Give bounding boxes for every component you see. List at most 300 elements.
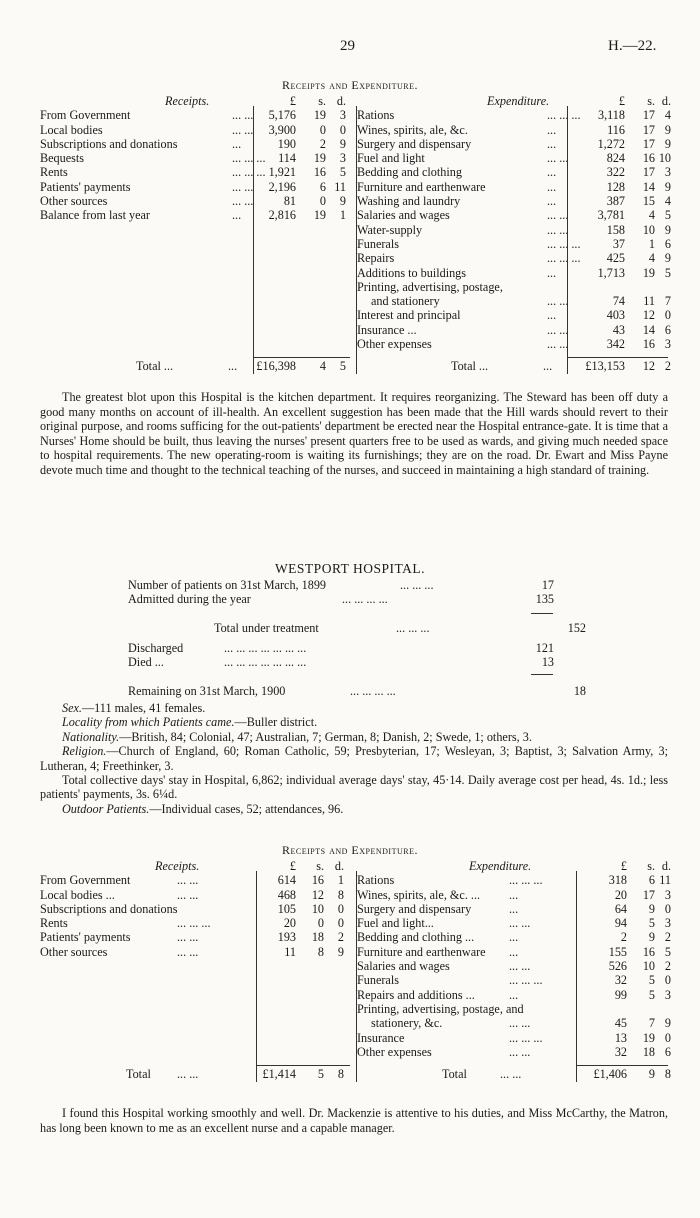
expenditure-amount-pounds: 116 <box>607 122 625 137</box>
stat-label: Total under treatment <box>214 620 319 635</box>
stat-value: 13 <box>541 655 554 670</box>
expenditure-amount-pounds: 128 <box>606 179 625 194</box>
receipts-total-pounds: £16,398 <box>256 359 296 374</box>
receipts-row <box>40 945 350 959</box>
expenditure-amount-pounds: 387 <box>606 194 625 209</box>
expenditure-amount-s: 9 <box>648 930 655 945</box>
expenditure-row <box>357 1044 671 1059</box>
expenditure-total-d: 8 <box>664 1067 671 1082</box>
expenditure-amount-pounds: 74 <box>612 294 625 309</box>
table2-title: Receipts and Expenditure. <box>282 843 418 857</box>
expenditure-total-s: 9 <box>648 1067 655 1082</box>
paragraph2-text: I found this Hospital working smoothly and well. Dr. Mackenzie is attentive to his duties, and Miss McCarthy, the Matron, has long been known to me as an excellent nurse and a capable manager. <box>40 1106 668 1135</box>
expenditure-amount-d: 3 <box>664 987 671 1002</box>
expenditure-amount-d: 0 <box>664 308 671 323</box>
expenditure-label: Bedding and clothing <box>357 165 462 180</box>
leader-dots: ... <box>509 987 519 1002</box>
expenditure-row <box>357 322 671 337</box>
receipts-label: Subscriptions and donations <box>40 901 178 916</box>
leader-dots: ... <box>547 122 557 137</box>
receipts-total-row <box>40 1067 350 1081</box>
leader-dots: ... ... <box>547 322 569 337</box>
receipts-amount-pounds: 190 <box>277 136 296 151</box>
expenditure-label: Insurance <box>357 1030 405 1045</box>
receipts-amount-pounds: 193 <box>277 930 296 945</box>
leader-dots: ... <box>228 359 238 374</box>
unit-header: £ <box>289 859 296 873</box>
expenditure-amount-s: 11 <box>643 294 655 309</box>
expenditure-amount-d: 0 <box>664 1030 671 1045</box>
leader-dots: ... ... <box>547 151 569 166</box>
expenditure-row <box>357 337 671 352</box>
expenditure-row <box>357 930 671 945</box>
leader-dots: ... ... <box>232 108 254 123</box>
expenditure-row <box>357 1016 671 1031</box>
expenditure-label: Rations <box>357 873 395 888</box>
expenditure-amount-pounds: 158 <box>606 222 625 237</box>
expenditure-amount-s: 7 <box>648 1016 655 1031</box>
leader-dots: ... <box>509 930 519 945</box>
expenditure-amount-s: 4 <box>648 251 655 266</box>
expenditure-amount-pounds: 1,713 <box>597 265 625 280</box>
receipts-amount-pounds: 468 <box>277 887 296 902</box>
receipts-amount-s: 16 <box>311 873 324 888</box>
expenditure-column <box>357 94 671 352</box>
expenditure-amount-s: 5 <box>648 987 655 1002</box>
expenditure-row <box>357 194 671 209</box>
expenditure-amount-d: 0 <box>664 973 671 988</box>
expenditure-row <box>357 1002 667 1016</box>
expenditure-amount-pounds: 99 <box>614 987 627 1002</box>
expenditure-row <box>357 944 671 959</box>
expenditure-amount-pounds: 32 <box>614 1044 627 1059</box>
expenditure-amount-d: 6 <box>664 1044 671 1059</box>
stat-row <box>128 684 598 698</box>
expenditure-amount-s: 1 <box>648 236 655 251</box>
expenditure-amount-s: 10 <box>642 222 655 237</box>
stat-value: 121 <box>535 640 554 655</box>
expenditure-amount-d: 5 <box>664 265 671 280</box>
leader-dots: ... ... ... <box>547 251 581 266</box>
expenditure-amount-pounds: 32 <box>614 973 627 988</box>
unit-header: s. <box>647 859 655 873</box>
expenditure-amount-s: 15 <box>642 194 655 209</box>
receipts-amount-d: 3 <box>339 151 346 166</box>
expenditure-row <box>357 208 671 223</box>
expenditure-amount-d: 9 <box>664 222 671 237</box>
expenditure-row <box>357 108 671 123</box>
expenditure-label: Funerals <box>357 973 399 988</box>
expenditure-amount-pounds: 155 <box>608 944 627 959</box>
receipts-amount-s: 18 <box>311 930 324 945</box>
paragraph1-text: The greatest blot upon this Hospital is the kitchen department. It requires reorganizing. The Steward has been off duty a good many months on account of ill-health. An excellent suggestion has been made that the Hill wards should revert to their original purpose, and rooms sufficing for the out-patients' department be erected near the Hospital entrance-gate. It is time that a Nurses' Home should be built, thus leaving the nurses' present quarters free to be used as wards, and giving much needed space to hospital requirements. The new operating-room is waiting its furnishings; they are on the road. Dr. Ewart and Miss Payne devote much time and thought to the technical teaching of the nurses, and succeed in maintaining a high standard of training. <box>40 390 668 477</box>
leader-dots: ... ... <box>509 916 531 931</box>
stat-label: Died ... <box>128 655 164 670</box>
table1-title: Receipts and Expenditure. <box>282 78 418 92</box>
column-rule <box>256 871 257 1082</box>
stat-label: Number of patients on 31st March, 1899 <box>128 578 327 592</box>
expenditure-amount-d: 3 <box>664 887 671 902</box>
expenditure-amount-d: 9 <box>664 1016 671 1031</box>
receipts-heading: Receipts. <box>165 94 210 108</box>
expenditure-label: Wines, spirits, ale, &c. ... <box>357 887 481 902</box>
leader-dots: ... <box>547 136 557 151</box>
receipts-amount-d: 1 <box>337 873 344 888</box>
leader-dots: ... ... <box>177 930 199 945</box>
page-header <box>0 38 700 58</box>
column-rule <box>567 106 568 374</box>
expenditure-amount-pounds: 3,118 <box>598 108 625 123</box>
stat-label: Discharged <box>128 640 184 655</box>
expenditure-label: Insurance ... <box>357 322 417 337</box>
stat-row <box>128 578 598 592</box>
receipts-row <box>40 180 350 194</box>
leader-dots: ... ... ... ... <box>350 683 396 698</box>
receipts-amount-d: 1 <box>339 208 346 223</box>
outdoor-note: Outdoor Patients.—Individual cases, 52; attendances, 96. <box>62 801 344 816</box>
unit-header: £ <box>289 94 296 108</box>
unit-header: d. <box>336 94 346 108</box>
receipts-row <box>40 916 350 930</box>
expenditure-amount-s: 6 <box>648 873 655 888</box>
expenditure-row <box>357 122 671 137</box>
expenditure-label: Rations <box>357 108 395 123</box>
expenditure-label: Salaries and wages <box>357 208 450 223</box>
receipts-amount-pounds: 3,900 <box>268 122 296 137</box>
stat-row <box>128 592 598 606</box>
leader-dots: ... ... <box>232 122 254 137</box>
receipts-amount-pounds: 614 <box>277 873 296 888</box>
expenditure-label: Interest and principal <box>357 308 461 323</box>
expenditure-label: Other expenses <box>357 337 432 352</box>
receipts-row <box>40 151 350 165</box>
unit-header: £ <box>620 859 627 873</box>
column-rule <box>576 871 577 1082</box>
unit-header: d. <box>334 859 344 873</box>
leader-dots: ... ... <box>547 294 569 309</box>
leader-dots: ... <box>509 887 519 902</box>
expenditure-label: Funerals <box>357 236 399 251</box>
expenditure-amount-s: 19 <box>642 265 655 280</box>
expenditure-label: Bedding and clothing ... <box>357 930 475 945</box>
expenditure-label: Furniture and earthenware <box>357 179 486 194</box>
leader-dots: ... ... ... ... <box>342 592 388 607</box>
leader-dots: ... ... <box>232 179 254 194</box>
leader-dots: ... ... <box>500 1067 522 1082</box>
receipts-label: Subscriptions and donations <box>40 136 178 151</box>
receipts-label: Rents <box>40 165 68 180</box>
receipts-heading: Receipts. <box>155 859 200 873</box>
expenditure-amount-s: 19 <box>642 1030 655 1045</box>
receipts-amount-s: 19 <box>313 208 326 223</box>
receipts-total-d: 8 <box>337 1067 344 1082</box>
receipts-amount-d: 3 <box>339 108 346 123</box>
receipts-amount-s: 6 <box>319 179 326 194</box>
leader-dots: ... ... ... <box>547 236 581 251</box>
expenditure-label: Fuel and light... <box>357 916 434 931</box>
expenditure-label: Repairs <box>357 251 395 266</box>
expenditure-amount-pounds: 824 <box>606 151 625 166</box>
sex-note: Sex.—111 males, 41 females. <box>62 701 206 715</box>
document-reference: H.—22. <box>608 38 657 54</box>
receipts-amount-d: 0 <box>339 122 346 137</box>
expenditure-label: Washing and laundry <box>357 194 461 209</box>
receipts-total-s: 4 <box>319 359 326 374</box>
receipts-label: Other sources <box>40 944 108 959</box>
receipts-total-row <box>40 359 350 373</box>
receipts-amount-pounds: 2,816 <box>268 208 296 223</box>
stat-value: 135 <box>535 592 554 607</box>
expenditure-amount-s: 17 <box>642 136 655 151</box>
page-number: 29 <box>340 38 355 54</box>
stat-row <box>128 655 598 669</box>
leader-dots: ... <box>509 901 519 916</box>
expenditure-amount-d: 7 <box>664 294 671 309</box>
expenditure-amount-d: 0 <box>664 901 671 916</box>
expenditure-amount-s: 17 <box>642 887 655 902</box>
receipts-amount-d: 0 <box>337 901 344 916</box>
stat-total: 18 <box>573 683 586 698</box>
expenditure-amount-pounds: 425 <box>606 251 625 266</box>
expenditure-total-label: Total ... <box>451 359 489 374</box>
expenditure-label: Furniture and earthenware <box>357 944 486 959</box>
expenditure-row <box>357 251 671 266</box>
expenditure-total-pounds: £1,406 <box>593 1067 627 1082</box>
paragraph-kitchen <box>40 390 668 477</box>
expenditure-amount-s: 16 <box>642 944 655 959</box>
expenditure-amount-s: 9 <box>648 901 655 916</box>
receipts-amount-s: 19 <box>313 151 326 166</box>
expenditure-label: and stationery <box>371 294 440 309</box>
expenditure-amount-d: 9 <box>664 179 671 194</box>
subtotal-rule <box>531 674 553 675</box>
receipts-label: Bequests <box>40 151 85 166</box>
expenditure-amount-pounds: 322 <box>606 165 625 180</box>
stat-label: Remaining on 31st March, 1900 <box>128 683 286 698</box>
stat-total: 152 <box>567 620 586 635</box>
receipts-row <box>40 108 350 122</box>
locality-note: Locality from which Patients came.—Buller district. <box>62 715 318 730</box>
expenditure-amount-s: 14 <box>642 322 655 337</box>
expenditure-label: Other expenses <box>357 1044 432 1059</box>
expenditure-label: Water-supply <box>357 222 423 237</box>
leader-dots: ... ... <box>509 1044 531 1059</box>
receipts-row <box>40 194 350 208</box>
leader-dots: ... ... ... <box>509 973 543 988</box>
expenditure-label: Wines, spirits, ale, &c. <box>357 122 468 137</box>
expenditure-amount-s: 16 <box>642 151 655 166</box>
receipts-label: Balance from last year <box>40 208 150 223</box>
receipts-amount-d: 2 <box>337 930 344 945</box>
nationality-note: Nationality.—British, 84; Colonial, 47; Australian, 7; German, 8; Danish, 2; Swede, 1; others, 3. <box>62 729 532 744</box>
expenditure-amount-pounds: 13 <box>614 1030 627 1045</box>
receipts-amount-pounds: 20 <box>283 916 296 931</box>
expenditure-row <box>357 901 671 916</box>
expenditure-row <box>357 165 671 180</box>
expenditure-amount-pounds: 94 <box>614 916 627 931</box>
leader-dots: ... ... <box>547 337 569 352</box>
receipts-amount-pounds: 1,921 <box>268 165 296 180</box>
receipts-amount-d: 0 <box>337 916 344 931</box>
expenditure-label: Fuel and light <box>357 151 425 166</box>
expenditure-amount-s: 17 <box>642 122 655 137</box>
receipts-row <box>40 165 350 179</box>
expenditure-label: Repairs and additions ... <box>357 987 475 1002</box>
expenditure-amount-s: 14 <box>642 179 655 194</box>
leader-dots: ... ... ... <box>509 1030 543 1045</box>
leader-dots: ... <box>547 308 557 323</box>
leader-dots: ... ... <box>177 873 199 888</box>
receipts-label: Other sources <box>40 194 108 209</box>
expenditure-amount-d: 9 <box>664 122 671 137</box>
receipts-row <box>40 873 350 887</box>
expenditure-amount-d: 3 <box>664 165 671 180</box>
expenditure-row <box>357 151 671 166</box>
expenditure-amount-s: 12 <box>642 308 655 323</box>
leader-dots: ... ... <box>232 194 254 209</box>
stat-row <box>128 621 598 635</box>
total-rule <box>256 1065 350 1066</box>
expenditure-row <box>357 280 667 294</box>
receipts-amount-pounds: 81 <box>283 194 296 209</box>
expenditure-label: Surgery and dispensary <box>357 136 472 151</box>
receipts-amount-d: 9 <box>337 944 344 959</box>
leader-dots: ... <box>543 359 553 374</box>
leader-dots: ... <box>232 208 242 223</box>
expenditure-row <box>357 959 671 974</box>
table2 <box>40 859 671 1099</box>
receipts-amount-d: 8 <box>337 887 344 902</box>
religion-note: Religion.—Church of England, 60; Roman Catholic, 59; Presbyterian, 17; Wesleyan, 3; Baptist, 3; Salvation Army, 3; Lutheran, 4; Freethinker, 3. <box>40 744 668 773</box>
column-rule <box>356 871 357 1082</box>
expenditure-row <box>357 179 671 194</box>
unit-header: d. <box>661 94 671 108</box>
expenditure-amount-s: 5 <box>648 973 655 988</box>
stat-value: 17 <box>541 578 554 592</box>
leader-dots: ... ... ... ... ... ... ... <box>224 655 307 670</box>
expenditure-amount-pounds: 2 <box>620 930 627 945</box>
expenditure-amount-pounds: 526 <box>608 959 627 974</box>
receipts-total-pounds: £1,414 <box>262 1067 296 1082</box>
receipts-row <box>40 137 350 151</box>
receipts-amount-s: 0 <box>319 194 326 209</box>
receipts-label: Patients' payments <box>40 179 131 194</box>
receipts-label: From Government <box>40 873 131 888</box>
receipts-heading-row <box>40 94 350 108</box>
receipts-heading-row <box>40 859 350 873</box>
receipts-amount-d: 5 <box>339 165 346 180</box>
expenditure-total-label: Total <box>442 1067 467 1082</box>
leader-dots: ... <box>547 194 557 209</box>
expenditure-amount-s: 18 <box>642 1044 655 1059</box>
receipts-total-label: Total ... <box>136 359 174 374</box>
expenditure-amount-pounds: 43 <box>612 322 625 337</box>
expenditure-row <box>357 222 671 237</box>
expenditure-amount-d: 2 <box>664 959 671 974</box>
leader-dots: ... <box>547 165 557 180</box>
receipts-label: From Government <box>40 108 131 123</box>
leader-dots: ... <box>547 265 557 280</box>
receipts-amount-pounds: 105 <box>277 901 296 916</box>
expenditure-row <box>357 973 671 988</box>
expenditure-total-s: 12 <box>642 359 655 374</box>
leader-dots: ... ... ... <box>396 620 430 635</box>
expenditure-amount-d: 10 <box>658 151 671 166</box>
total-rule <box>577 1065 668 1066</box>
expenditure-amount-s: 17 <box>642 108 655 123</box>
expenditure-amount-pounds: 37 <box>612 236 625 251</box>
expenditure-amount-d: 3 <box>664 916 671 931</box>
expenditure-label: Printing, advertising, postage, <box>357 279 503 294</box>
stat-row <box>128 641 598 655</box>
unit-header: d. <box>661 859 671 873</box>
receipts-amount-pounds: 11 <box>284 944 296 959</box>
expenditure-total-pounds: £13,153 <box>585 359 625 374</box>
expenditure-amount-pounds: 3,781 <box>597 208 625 223</box>
expenditure-amount-s: 5 <box>648 916 655 931</box>
receipts-amount-s: 10 <box>311 901 324 916</box>
leader-dots: ... ... ... <box>509 873 543 888</box>
expenditure-amount-d: 11 <box>659 873 671 888</box>
leader-dots: ... ... ... <box>400 578 434 592</box>
column-rule <box>356 106 357 374</box>
leader-dots: ... ... <box>177 1067 199 1082</box>
leader-dots: ... ... ... <box>232 165 266 180</box>
expenditure-row <box>357 987 671 1002</box>
receipts-amount-s: 0 <box>319 122 326 137</box>
expenditure-amount-d: 9 <box>664 136 671 151</box>
receipts-amount-pounds: 114 <box>278 151 296 166</box>
receipts-total-s: 5 <box>317 1067 324 1082</box>
expenditure-amount-s: 17 <box>642 165 655 180</box>
expenditure-amount-s: 16 <box>642 337 655 352</box>
unit-header: £ <box>618 94 625 108</box>
expenditure-label: Salaries and wages <box>357 959 450 974</box>
receipts-row <box>40 902 350 916</box>
expenditure-total-row <box>357 1067 671 1082</box>
leader-dots: ... ... <box>177 944 199 959</box>
stat-label: Admitted during the year <box>128 592 251 607</box>
receipts-total-d: 5 <box>339 359 346 374</box>
expenditure-label: stationery, &c. <box>371 1016 443 1031</box>
expenditure-row <box>357 887 671 902</box>
westport-notes <box>40 701 668 816</box>
leader-dots: ... <box>509 944 519 959</box>
expenditure-amount-pounds: 318 <box>608 873 627 888</box>
expenditure-row <box>357 873 671 888</box>
receipts-label: Rents <box>40 916 68 931</box>
receipts-amount-d: 11 <box>334 179 346 194</box>
receipts-row <box>40 123 350 137</box>
receipts-amount-s: 12 <box>311 887 324 902</box>
expenditure-heading-row <box>357 94 671 108</box>
expenditure-amount-pounds: 403 <box>606 308 625 323</box>
paragraph-westport-closing <box>40 1106 668 1135</box>
leader-dots: ... ... ... <box>232 151 266 166</box>
table1 <box>40 94 671 384</box>
receipts-amount-s: 0 <box>317 916 324 931</box>
expenditure-amount-pounds: 1,272 <box>597 136 625 151</box>
receipts-column <box>40 94 350 223</box>
expenditure-label: Surgery and dispensary <box>357 901 472 916</box>
leader-dots: ... ... <box>547 208 569 223</box>
receipts-amount-pounds: 5,176 <box>268 108 296 123</box>
expenditure-total-row <box>357 359 671 374</box>
expenditure-row <box>357 236 671 251</box>
expenditure-heading: Expenditure. <box>487 94 550 108</box>
expenditure-amount-pounds: 342 <box>606 337 625 352</box>
expenditure-row <box>357 308 671 323</box>
